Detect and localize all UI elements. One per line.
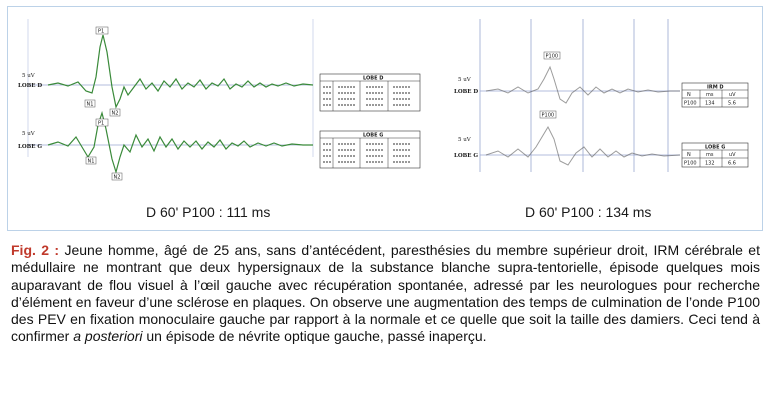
peak-label: P1	[98, 28, 105, 35]
peak-marker-n1-bottom	[86, 157, 96, 165]
table-cell: P100	[684, 100, 697, 107]
table-col-header: uV	[729, 152, 736, 158]
peak-label: P100	[545, 53, 559, 60]
caption-italic: a posteriori	[73, 328, 143, 345]
left-panel	[18, 19, 420, 220]
peak-label: P1	[98, 120, 105, 127]
figure-caption	[11, 242, 760, 346]
lobe-label-bottom: LOBE G	[454, 153, 479, 159]
table-cell: 6.6	[728, 160, 736, 167]
peak-marker-p1-bottom	[96, 119, 108, 127]
scale-label-bottom: 5 uV	[22, 131, 35, 137]
lobe-label-top: LOBE D	[18, 83, 43, 89]
peak-label: N2	[111, 110, 119, 117]
result-table-top	[320, 74, 420, 111]
peak-marker-p100-top	[544, 52, 560, 60]
scale-label-bottom: 5 uV	[458, 137, 471, 143]
table-cell: 132	[705, 160, 715, 167]
figure-panel	[7, 6, 763, 231]
latency-label-left: D 60' P100 : 111 ms	[146, 204, 271, 220]
peak-marker-n2-top	[110, 109, 120, 117]
result-table-bottom	[682, 143, 748, 167]
table-title: LOBE D	[363, 75, 384, 82]
table-title: LOBE G	[705, 144, 726, 151]
scale-label-top: 5 uV	[22, 73, 35, 79]
table-title: IRM D	[707, 84, 724, 91]
peak-marker-p100-bottom	[540, 111, 556, 119]
table-col-header: ms	[706, 92, 714, 98]
waveform-top	[48, 35, 313, 107]
peak-label: N2	[113, 174, 121, 181]
caption-text-end: un épisode de névrite optique gauche, passé inaperçu.	[142, 328, 487, 345]
peak-label: P100	[541, 112, 555, 119]
table-col-header: uV	[729, 92, 736, 98]
peak-label: N1	[87, 158, 95, 165]
table-col-header: ms	[706, 152, 714, 158]
table-cell: P100	[684, 160, 697, 167]
peak-label: N1	[86, 101, 94, 108]
result-table-top	[682, 83, 748, 107]
table-col-header: N	[687, 92, 691, 98]
table-cell: 5.6	[728, 100, 736, 107]
scale-label-top: 5 uV	[458, 77, 471, 83]
caption-text: Jeune homme, âgé de 25 ans, sans d’antécédent, paresthésies du membre supérieur droit, IRM cérébrale et médullaire ne montrant que deux hypersignaux de la substance blanche supra-tentorielle, épisode quelques mois auparavant de flou visuel à l’œil gauche avec récupération spontanée, adressé par les neurologues pour recherche d’élément en faveur d’une sclérose en plaques. On observe une augmentation des temps de culmination de l’onde P100 des PEV en fixation monoculaire gauche par rapport à la normale et ce quelle que soit la taille des damiers. Ceci tend à confirmer	[11, 242, 760, 345]
table-cell: 134	[705, 100, 715, 107]
result-table-bottom	[320, 131, 420, 168]
figure-svg	[8, 7, 764, 232]
peak-marker-n1-top	[85, 100, 95, 108]
right-panel	[454, 19, 748, 220]
table-col-header: N	[687, 152, 691, 158]
lobe-label-bottom: LOBE G	[18, 144, 43, 150]
lobe-label-top: LOBE D	[454, 89, 479, 95]
peak-marker-p1-top	[96, 27, 108, 35]
table-title: LOBE G	[363, 132, 384, 139]
caption-label: Fig. 2 :	[11, 242, 60, 258]
peak-marker-n2-bottom	[112, 173, 122, 181]
latency-label-right: D 60' P100 : 134 ms	[525, 204, 652, 220]
